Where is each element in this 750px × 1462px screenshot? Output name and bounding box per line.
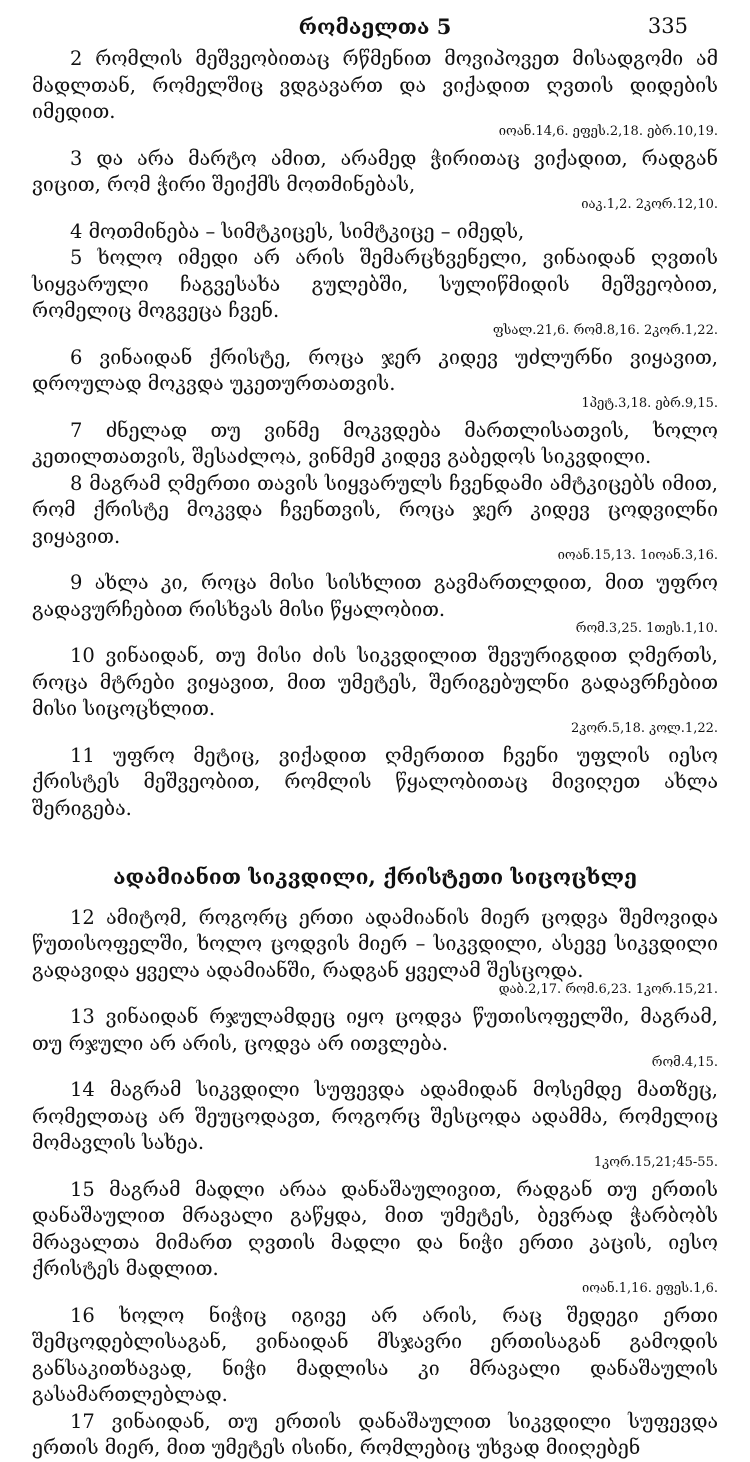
- verse: 5 ხოლო იმედი არ არის შემარცხვენელი, ვინაიდან ღვთის სიყვარული ჩაგვესახა გულებში, სულიწმიდის მეშვეობით, რომელიც მოგვეცა ჩვენ.: [32, 246, 718, 322]
- cross-reference: ფსალ.21,6. რომ.8,16. 2კორ.1,22.: [492, 322, 718, 338]
- cross-reference: 2კორ.5,18. კოლ.1,22.: [570, 720, 718, 736]
- verses-block-1: [32, 46, 718, 822]
- cross-reference: იაკ.1,2. 2კორ.12,10.: [581, 196, 718, 212]
- verse: 8 მაგრამ ღმერთი თავის სიყვარულს ჩვენდამი ამტკიცებს იმით, რომ ქრისტე მოკვდა ჩვენთვის, როცა ჯერ კიდევ ცოდვილნი ვიყავით.: [32, 471, 718, 548]
- verse: 9 ახლა კი, როცა მისი სისხლით გავმართლდით, მით უფრო გადავურჩებით რისხვას მისი წყალობით.: [32, 571, 718, 621]
- section-heading: ადამიანით სიკვდილი, ქრისტეთი სიცოცხლე: [113, 864, 637, 889]
- verses-block-2: [32, 905, 718, 1462]
- cross-reference: 1პეტ.3,18. ებრ.9,15.: [581, 395, 718, 411]
- verse: 3 და არა მარტო ამით, არამედ ჭირითაც ვიქადით, რადგან ვიცით, რომ ჭირი შეიქმს მოთმინებას,: [32, 146, 718, 196]
- verse: 11 უფრო მეტიც, ვიქადით ღმერთით ჩვენი უფლის იესო ქრისტეს მეშვეობით, რომლის წყალობითაც მივიღეთ ახლა შერიგება.: [32, 743, 718, 820]
- verse: 12 ამიტომ, როგორც ერთი ადამიანის მიერ ცოდვა შემოვიდა წუთისოფელში, ხოლო ცოდვის მიერ – სიკვდილი, ასევე სიკვდილი გადავიდა ყველა ადამიანში, რადგან ყველამ შესცოდა.: [32, 905, 718, 982]
- verse: 15 მაგრამ მადლი არაა დანაშაულივით, რადგან თუ ერთის დანაშაულით მრავალი გაწყდა, მით უმეტეს, ბევრად ჭარბობს მრავალთა მიმართ ღვთის მადლი და ნიჭი ერთი კაცის, იესო ქრისტეს მადლით.: [32, 1177, 718, 1280]
- page-number: 335: [647, 14, 688, 38]
- page-header: [32, 0, 718, 46]
- page-body: [32, 46, 718, 1462]
- verse: 17 ვინაიდან, თუ ერთის დანაშაულით სიკვდილი სუფევდა ერთის მიერ, მით უმეტეს ისინი, რომლებიც უხვად მიიღებენ: [32, 1409, 718, 1459]
- cross-reference: რომ.4,15.: [651, 1055, 718, 1070]
- verse: 16 ხოლო ნიჭიც იგივე არ არის, რაც შედეგი ერთი შემცოდებლისაგან, ვინაიდან მსჯავრი ერთისაგან გამოდის განსაკითხავად, ნიჭი მადლისა კი მრავალი დანაშაულის გასამართლებლად.: [32, 1303, 718, 1406]
- verse: 14 მაგრამ სიკვდილი სუფევდა ადამიდან მოსემდე მათზეც, რომელთაც არ შეუცოდავთ, როგორც შესცოდა ადამმა, რომელიც მომავლის სახეა.: [32, 1078, 718, 1154]
- verse: 4 მოთმინება – სიმტკიცეს, სიმტკიცე – იმედს,: [70, 219, 525, 243]
- verse: 13 ვინაიდან რჯულამდეც იყო ცოდვა წუთისოფელში, მაგრამ, თუ რჯული არ არის, ცოდვა არ ითვლება.: [32, 1005, 718, 1055]
- cross-reference: დაბ.2,17. რომ.6,23. 1კორ.15,21.: [498, 982, 718, 997]
- verse: 10 ვინაიდან, თუ მისი ძის სიკვდილით შევურიგდით ღმერთს, როცა მტრები ვიყავით, მით უმეტეს, შერიგებულნი გადავრჩებით მისი სიცოცხლით.: [32, 644, 718, 720]
- verse: 2 რომლის მეშვეობითაც რწმენით მოვიპოვეთ მისადგომი ამ მადლთან, რომელშიც ვდგავართ და ვიქადით ღვთის დიდების იმედით.: [32, 47, 718, 123]
- cross-reference: იოან.15,13. 1იოან.3,16.: [557, 548, 718, 563]
- verse: 6 ვინაიდან ქრისტე, როცა ჯერ კიდევ უძლურნი ვიყავით, დროულად მოკვდა უკეთურთათვის.: [32, 345, 718, 395]
- cross-reference: იოან.1,16. ეფეს.1,6.: [582, 1280, 718, 1296]
- cross-reference: 1კორ.15,21;45-55.: [593, 1154, 718, 1170]
- cross-reference: იოან.14,6. ეფეს.2,18. ებრ.10,19.: [498, 123, 718, 139]
- cross-reference: რომ.3,25. 1თეს.1,10.: [575, 621, 718, 636]
- verse: 7 ძნელად თუ ვინმე მოკვდება მართლისათვის, ხოლო კეთილთათვის, შესაძლოა, ვინმემ კიდევ გაბედოს სიკვდილი.: [32, 418, 718, 468]
- running-title: რომაელთა 5: [298, 14, 452, 39]
